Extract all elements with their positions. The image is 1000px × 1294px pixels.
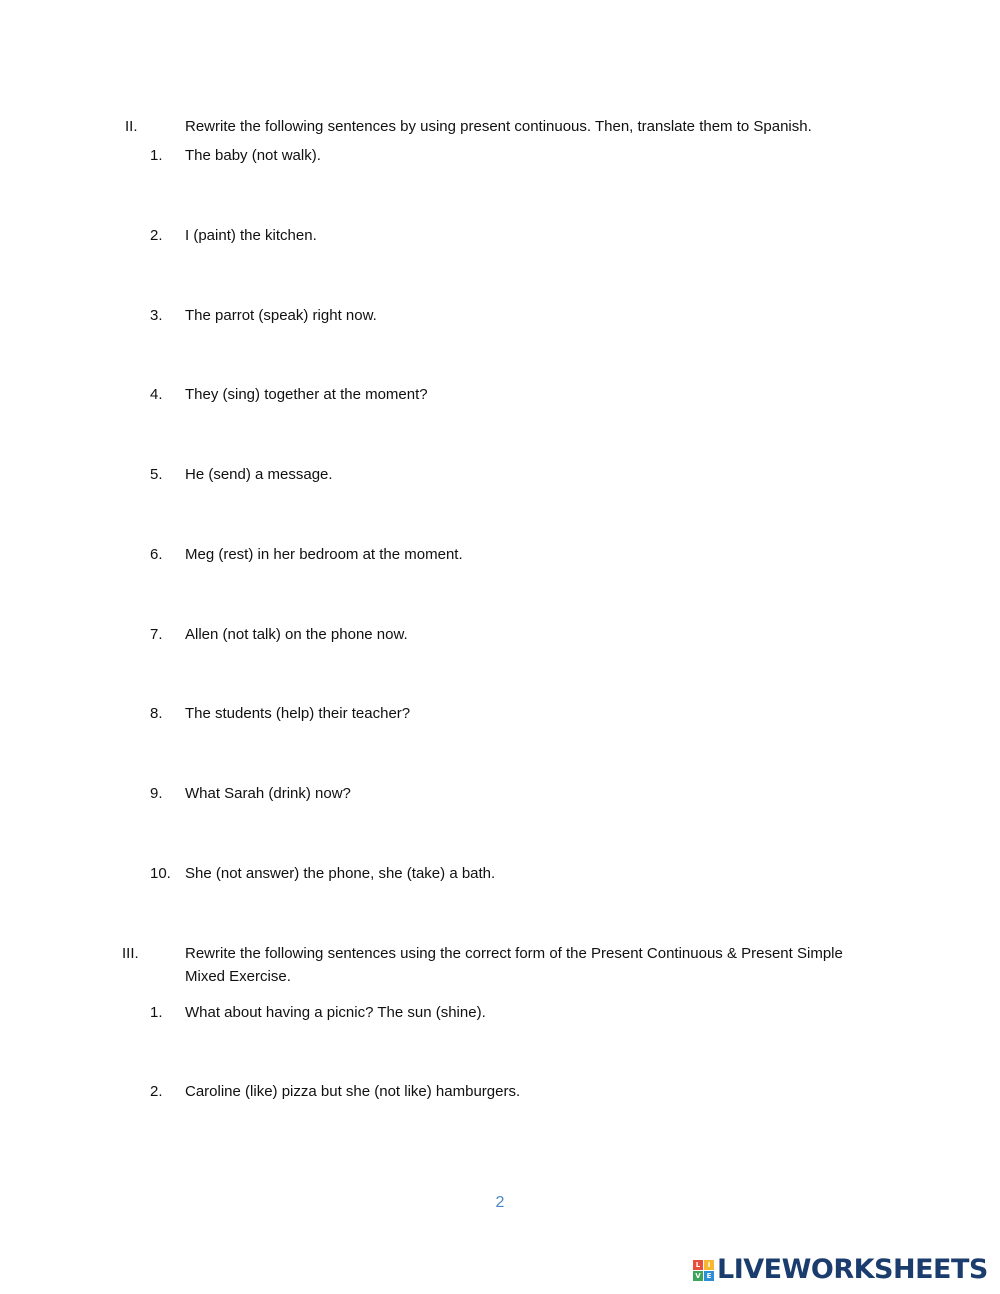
section-2-item-8-number: 8. [150,705,163,722]
section-2-item-8-text: The students (help) their teacher? [185,705,411,722]
liveworksheets-logo [693,1255,988,1285]
section-3-instruction-line-2: Mixed Exercise. [185,968,291,985]
section-3-item-2-number: 2. [150,1083,163,1100]
logo-square-e: E [704,1271,714,1281]
section-2-numeral: II. [125,118,138,135]
section-2-item-7-number: 7. [150,626,163,643]
section-3-instruction-line-1: Rewrite the following sentences using the correct form of the Present Continuous & Present Simple [185,945,843,962]
section-3-numeral: III. [122,945,139,962]
section-2-item-2-number: 2. [150,227,163,244]
section-2-item-9-text: What Sarah (drink) now? [185,785,351,802]
section-2-item-10-number: 10. [150,865,171,882]
section-3-item-1-number: 1. [150,1004,163,1021]
section-2-item-3-number: 3. [150,307,163,324]
section-2-item-7-text: Allen (not talk) on the phone now. [185,626,408,643]
section-2-item-4-text: They (sing) together at the moment? [185,386,428,403]
section-2-item-2-text: I (paint) the kitchen. [185,227,317,244]
logo-square-l: L [693,1260,703,1270]
section-2-instruction: Rewrite the following sentences by using present continuous. Then, translate them to Spanish. [185,118,812,135]
section-2-item-1-text: The baby (not walk). [185,147,321,164]
section-2-item-9-number: 9. [150,785,163,802]
logo-text: LIVEWORKSHEETS [717,1254,988,1285]
section-3-item-1-text: What about having a picnic? The sun (shine). [185,1004,486,1021]
logo-square-i: I [704,1260,714,1270]
section-2-item-6-number: 6. [150,546,163,563]
section-2-item-5-text: He (send) a message. [185,466,333,483]
section-2-item-1-number: 1. [150,147,163,164]
logo-squares-icon [693,1260,714,1281]
section-3-item-2-text: Caroline (like) pizza but she (not like) hamburgers. [185,1083,521,1100]
logo-square-v: V [693,1271,703,1281]
section-2-item-10-text: She (not answer) the phone, she (take) a bath. [185,865,496,882]
section-2-item-4-number: 4. [150,386,163,403]
page-number: 2 [495,1194,505,1211]
section-2-item-6-text: Meg (rest) in her bedroom at the moment. [185,546,463,563]
section-2-item-5-number: 5. [150,466,163,483]
section-2-item-3-text: The parrot (speak) right now. [185,307,377,324]
